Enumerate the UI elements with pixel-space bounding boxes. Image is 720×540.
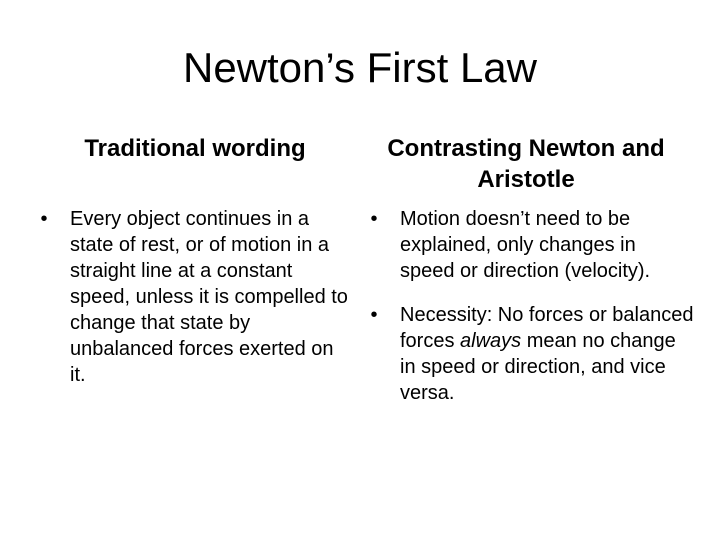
emphasized-word: always bbox=[460, 330, 522, 352]
list-item bbox=[34, 206, 352, 388]
right-bullet-list bbox=[364, 206, 694, 424]
list-item bbox=[364, 302, 694, 406]
bullet-icon: • bbox=[370, 208, 378, 230]
bullet-text-end: mean no change in speed or direction, and vice versa. bbox=[400, 330, 676, 404]
right-column-heading: Contrasting Newton and Aristotle bbox=[387, 135, 665, 193]
bullet-icon: • bbox=[370, 304, 378, 326]
bullet-text-start: Necessity: No forces or balanced forces bbox=[400, 304, 694, 352]
bullet-text: Every object continues in a state of rest, or of motion in a straight line at a constant speed, unless it is compelled to change that state by unbalanced forces exerted on it. bbox=[70, 208, 348, 386]
bullet-text: Motion doesn’t need to be explained, only changes in speed or direction (velocity). bbox=[400, 208, 651, 282]
left-column-heading: Traditional wording bbox=[84, 135, 306, 162]
left-bullet-list bbox=[34, 206, 352, 406]
list-item bbox=[364, 206, 694, 284]
slide-title: Newton’s First Law bbox=[182, 44, 537, 91]
bullet-text bbox=[400, 304, 693, 404]
bullet-icon: • bbox=[40, 208, 48, 230]
